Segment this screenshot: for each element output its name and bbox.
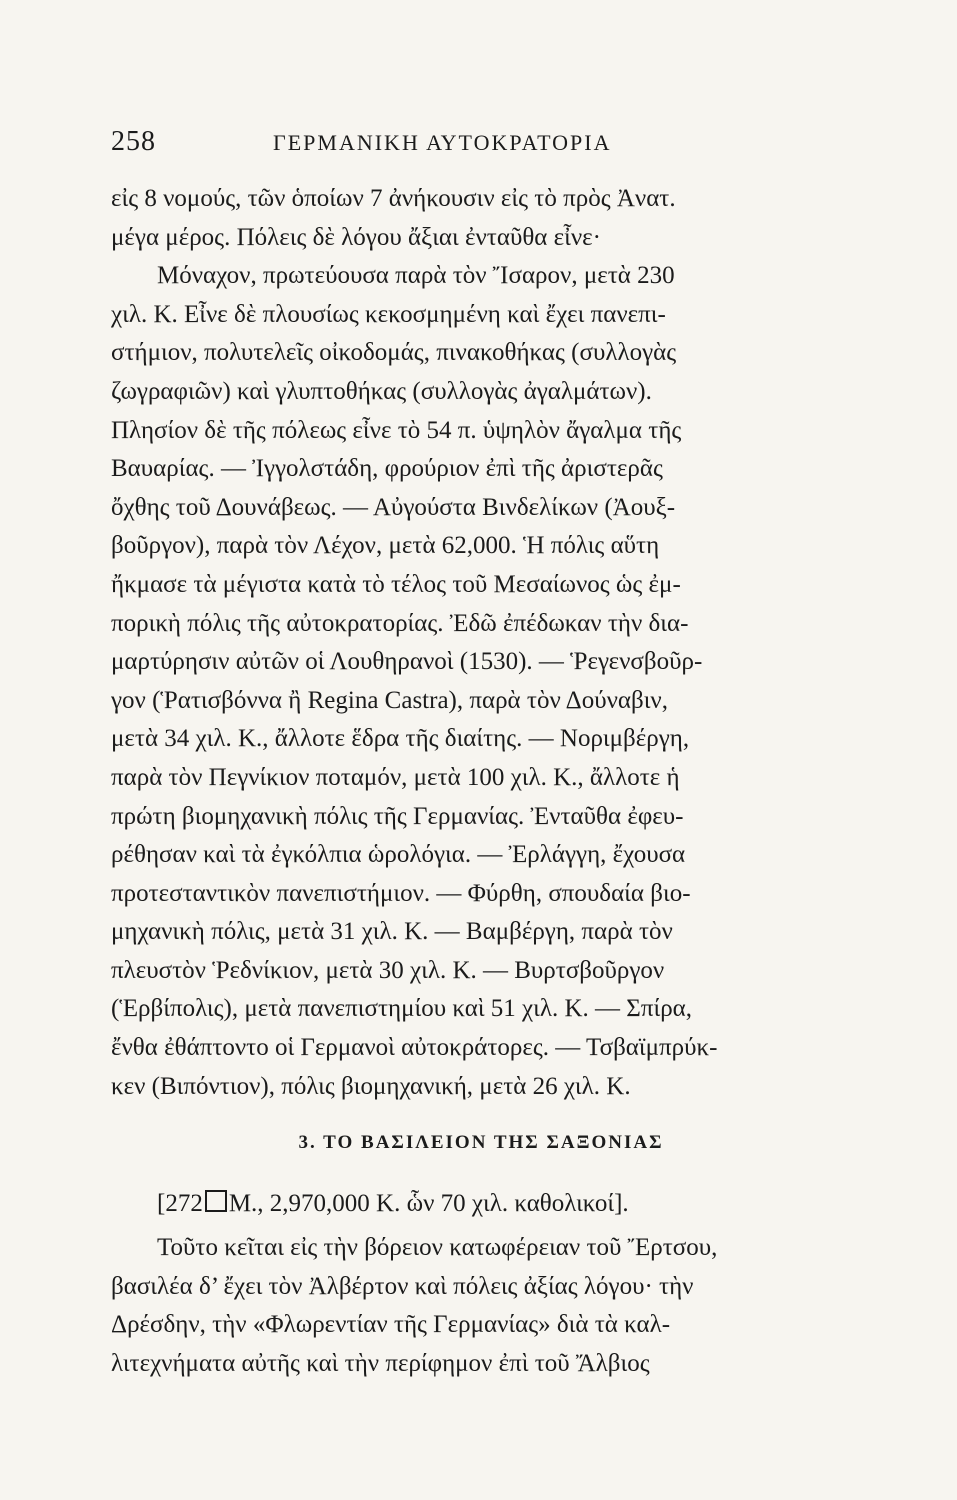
text-line: βοῦργον), παρὰ τὸν Λέχον, μετὰ 62,000. Ἡ πόλις αὕτη — [111, 532, 660, 560]
text-line: ζωγραφιῶν) καὶ γλυπτοθήκας (συλλογὰς ἀγαλμάτων). — [111, 377, 652, 405]
running-title: ΓΕΡΜΑΝΙΚΗ ΑΥΤΟΚΡΑΤΟΡΙΑ — [273, 130, 612, 155]
text-line: Τοῦτο κεῖται εἰς τὴν βόρειον κατωφέρειαν τοῦ Ἔρτσου, — [157, 1234, 718, 1261]
text-line: πορικὴ πόλις τῆς αὐτοκρατορίας. Ἐδῶ ἐπέδωκαν τὴν δια- — [111, 609, 689, 637]
text-line: μηχανικὴ πόλις, μετὰ 31 χιλ. Κ. — Βαμβέργη, παρὰ τὸν — [111, 918, 673, 946]
section-body-text — [111, 1229, 851, 1383]
text-line: Πλησίον δὲ τῆς πόλεως εἶνε τὸ 54 π. ὑψηλὸν ἄγαλμα τῆς — [111, 416, 682, 444]
text-line: λιτεχνήματα αὐτῆς καὶ τὴν περίφημον ἐπὶ τοῦ Ἄλβιος — [111, 1349, 650, 1377]
body-text — [111, 180, 851, 1106]
text-line: Μόναχον, πρωτεύουσα παρὰ τὸν Ἴσαρον, μετὰ 230 — [157, 262, 675, 290]
section-heading-block — [111, 1132, 851, 1224]
section-stats — [111, 1184, 851, 1224]
section-title: 3. ΤΟ ΒΑΣΙΛΕΙΟΝ ΤΗΣ ΣΑΞΟΝΙΑΣ — [298, 1132, 664, 1153]
text-line: μετὰ 34 χιλ. Κ., ἄλλοτε ἕδρα τῆς διαίτης. — Νοριμβέργη, — [111, 725, 690, 753]
text-line: προτεσταντικὸν πανεπιστήμιον. — Φύρθη, σπουδαία βιο- — [111, 879, 691, 907]
text-line: (Ἑρβίπολις), μετὰ πανεπιστημίου καὶ 51 χιλ. Κ. — Σπίρα, — [111, 995, 693, 1023]
text-line: στήμιον, πολυτελεῖς οἰκοδομάς, πινακοθήκας (συλλογὰς — [111, 339, 677, 367]
text-line: γον (Ῥατισβόννα ἢ Regina Castra), παρὰ τὸν Δούναβιν, — [111, 686, 668, 714]
stats-suffix: Μ., 2,970,000 Κ. ὧν 70 χιλ. καθολικοί]. — [228, 1190, 629, 1217]
text-line: ρέθησαν καὶ τὰ ἐγκόλπια ὡρολόγια. — Ἐρλάγγη, ἔχουσα — [111, 841, 686, 869]
text-line: μέγα μέρος. Πόλεις δὲ λόγου ἄξιαι ἐνταῦθα εἶνε· — [111, 223, 601, 251]
text-line: κεν (Βιπόντιον), πόλις βιομηχανική, μετὰ 26 χιλ. Κ. — [111, 1072, 631, 1100]
text-line: πρώτη βιομηχανικὴ πόλις τῆς Γερμανίας. Ἐνταῦθα ἐφευ- — [111, 802, 684, 830]
page-number: 258 — [111, 126, 156, 157]
text-line: ὄχθης τοῦ Δουνάβεως. — Αὐγούστα Βινδελίκων (Ἀουξ- — [111, 493, 676, 521]
text-line: χιλ. Κ. Εἶνε δὲ πλουσίως κεκοσμημένη καὶ ἔχει πανεπι- — [111, 300, 666, 328]
text-line: μαρτύρησιν αὐτῶν οἱ Λουθηρανοὶ (1530). — Ῥεγενσβοῦρ- — [111, 648, 703, 676]
text-line: ἔνθα ἐθάπτοντο οἱ Γερμανοὶ αὐτοκράτορες. — Τσβαϊμπρύκ- — [111, 1034, 718, 1062]
stats-prefix: [272 — [157, 1190, 203, 1217]
page-header — [111, 126, 851, 166]
text-line: βασιλέα δ’ ἔχει τὸν Ἀλβέρτον καὶ πόλεις ἀξίας λόγου· τὴν — [111, 1272, 694, 1300]
text-line: ἤκμασε τὰ μέγιστα κατὰ τὸ τέλος τοῦ Μεσαίωνος ὡς ἐμ- — [111, 570, 681, 598]
text-line: Βαυαρίας. — Ἰγγολστάδη, φρούριον ἐπὶ τῆς ἀριστερᾶς — [111, 455, 663, 483]
text-line: παρὰ τὸν Πεγνίκιον ποταμόν, μετὰ 100 χιλ. Κ., ἄλλοτε ἡ — [111, 763, 680, 791]
square-icon — [205, 1190, 227, 1212]
text-line: πλευστὸν Ῥεδνίκιον, μετὰ 30 χιλ. Κ. — Βυρτσβοῦργον — [111, 956, 665, 984]
text-line: Δρέσδην, τὴν «Φλωρεντίαν τῆς Γερμανίας» διὰ τὰ καλ- — [111, 1311, 671, 1339]
text-line: εἰς 8 νομούς, τῶν ὁποίων 7 ἀνήκουσιν εἰς τὸ πρὸς Ἀνατ. — [111, 185, 676, 212]
